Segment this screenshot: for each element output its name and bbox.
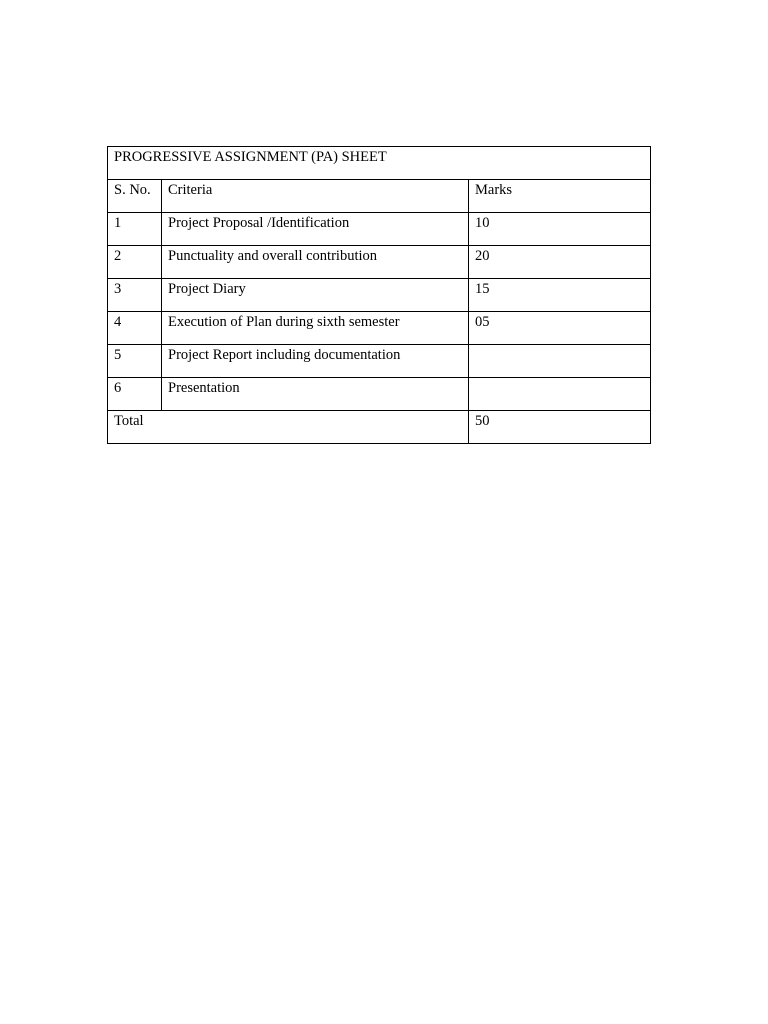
cell-criteria: Project Diary (162, 279, 469, 312)
cell-sno: 5 (108, 345, 162, 378)
cell-sno: 2 (108, 246, 162, 279)
table-title-row (108, 147, 651, 180)
header-sno: S. No. (108, 180, 162, 213)
total-marks: 50 (469, 411, 651, 444)
cell-marks: 10 (469, 213, 651, 246)
cell-marks: 20 (469, 246, 651, 279)
table-row (108, 312, 651, 345)
table-header-row (108, 180, 651, 213)
cell-sno: 1 (108, 213, 162, 246)
cell-criteria: Project Proposal /Identification (162, 213, 469, 246)
cell-marks (469, 345, 651, 378)
cell-criteria: Execution of Plan during sixth semester (162, 312, 469, 345)
cell-sno: 6 (108, 378, 162, 411)
cell-marks (469, 378, 651, 411)
table-row (108, 246, 651, 279)
cell-marks: 15 (469, 279, 651, 312)
cell-marks: 05 (469, 312, 651, 345)
table-title: PROGRESSIVE ASSIGNMENT (PA) SHEET (108, 147, 651, 180)
cell-criteria: Project Report including documentation (162, 345, 469, 378)
cell-criteria: Punctuality and overall contribution (162, 246, 469, 279)
table-row (108, 213, 651, 246)
header-criteria: Criteria (162, 180, 469, 213)
table-row (108, 279, 651, 312)
pa-sheet-table (107, 146, 651, 444)
total-row (108, 411, 651, 444)
header-marks: Marks (469, 180, 651, 213)
total-label: Total (108, 411, 469, 444)
cell-criteria: Presentation (162, 378, 469, 411)
cell-sno: 3 (108, 279, 162, 312)
cell-sno: 4 (108, 312, 162, 345)
table-row (108, 345, 651, 378)
table-row (108, 378, 651, 411)
